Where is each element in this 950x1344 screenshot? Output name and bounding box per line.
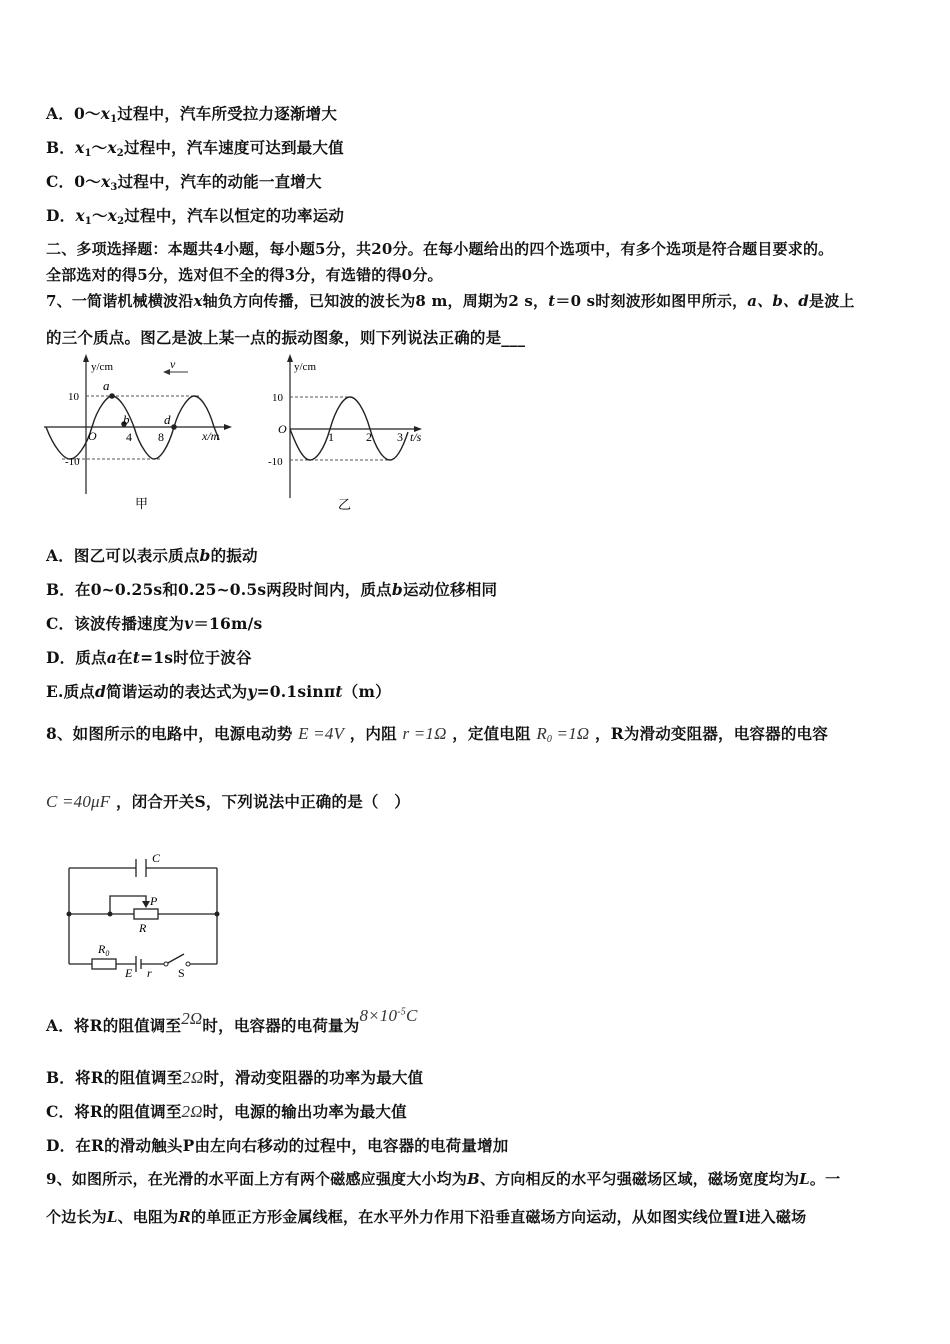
internal-r-label: r bbox=[147, 966, 152, 978]
tick-1: 1 bbox=[328, 430, 334, 444]
y-max-label: 10 bbox=[68, 391, 79, 403]
wave-graph-jia bbox=[40, 352, 240, 517]
q7-option-a: A．图乙可以表示质点b的振动 bbox=[46, 546, 258, 565]
origin-label: O bbox=[88, 429, 97, 443]
circuit-diagram bbox=[62, 846, 224, 978]
q6-option-a: A．$0\sim x_1$过程中，汽车所受拉力逐渐增大 bbox=[46, 104, 338, 125]
point-b-label: b bbox=[123, 412, 130, 427]
q7-stem-line1: 7、一简谐机械横波沿x轴负方向传播，已知波的波长为8 m，周期为2 s，t＝0 s时刻波形如图甲所示，a、b、d是波上 bbox=[46, 292, 855, 310]
caption-yi: 乙 bbox=[338, 497, 352, 512]
q8-option-a: A．将R的阻值调至2Ω时，电容器的电荷量为$8\times 10^{-5}C$ bbox=[46, 1006, 418, 1035]
emf-label: E bbox=[125, 966, 133, 978]
q6-option-b: B．$x_1\sim x_2$过程中，汽车速度可达到最大值 bbox=[46, 138, 344, 159]
q7-option-c: C．该波传播速度为v＝16m/s bbox=[46, 614, 263, 633]
point-d-label: d bbox=[164, 412, 171, 427]
velocity-label: v bbox=[170, 357, 176, 371]
tick-8: 8 bbox=[158, 430, 164, 444]
q9-stem-line2: 个边长为L、电阻为R的单匝正方形金属线框，在水平外力作用下沿垂直磁场方向运动，从如图实线位置Ⅰ进入磁场 bbox=[46, 1208, 807, 1226]
section-2-rules: 全部选对的得5分，选对但不全的得3分，有选错的得0分。 bbox=[46, 266, 443, 284]
origin-label: O bbox=[278, 422, 287, 436]
vibration-graph-yi bbox=[266, 352, 446, 517]
q7-stem-line2: 的三个质点。图乙是波上某一点的振动图象，则下列说法正确的是___ bbox=[46, 328, 526, 347]
y-min-label: -10 bbox=[268, 456, 283, 468]
q6-option-c: C．$0\sim x_3$过程中，汽车的动能一直增大 bbox=[46, 172, 322, 193]
tick-3: 3 bbox=[397, 430, 403, 444]
slider-p-label: P bbox=[150, 894, 158, 908]
tick-2: 2 bbox=[366, 430, 372, 444]
r0-label: $R_0$ bbox=[98, 942, 110, 958]
tick-4: 4 bbox=[126, 430, 132, 444]
q8-option-b: B．将R的阻值调至2Ω时，滑动变阻器的功率为最大值 bbox=[46, 1068, 424, 1087]
caption-jia: 甲 bbox=[135, 496, 149, 511]
q7-option-b: B．在0~0.25s和0.25~0.5s两段时间内，质点b运动位移相同 bbox=[46, 580, 498, 599]
q9-stem-line1: 9、如图所示，在光滑的水平面上方有两个磁感应强度大小均为B、方向相反的水平匀强磁场区域，磁场宽度均为L。一 bbox=[46, 1170, 841, 1188]
capacitor-label: C bbox=[152, 851, 161, 865]
y-axis-label: y/cm bbox=[294, 361, 316, 373]
rheostat-label: R bbox=[139, 921, 147, 935]
q8-option-c: C．将R的阻值调至2Ω时，电源的输出功率为最大值 bbox=[46, 1102, 407, 1121]
q7-option-e: E.质点d简谐运动的表达式为y=0.1sinπt（m） bbox=[46, 682, 391, 701]
q8-stem-line2: C =40μF ，闭合开关S，下列说法中正确的是（ ） bbox=[46, 792, 410, 811]
x-axis-label: t/s bbox=[410, 430, 422, 444]
point-a-label: a bbox=[103, 378, 110, 393]
switch-label: S bbox=[178, 966, 185, 978]
q8-stem-line1: 8、如图所示的电路中，电源电动势 E =4V ，内阻 r =1Ω ，定值电阻 $R_0 =1\Omega$ ，R为滑动变阻器，电容器的电容 bbox=[46, 724, 828, 745]
section-2-heading: 二、多项选择题：本题共4小题，每小题5分，共20分。在每小题给出的四个选项中，有多个选项是符合题目要求的。 bbox=[46, 240, 834, 258]
q7-option-d: D．质点a在t=1s时位于波谷 bbox=[46, 648, 252, 667]
y-max-label: 10 bbox=[272, 392, 283, 404]
q6-option-d: D．$x_1\sim x_2$过程中，汽车以恒定的功率运动 bbox=[46, 206, 345, 227]
x-axis-label: x/m bbox=[202, 429, 220, 443]
q8-option-d: D．在R的滑动触头P由左向右移动的过程中，电容器的电荷量增加 bbox=[46, 1136, 509, 1155]
y-axis-label: y/cm bbox=[91, 361, 113, 373]
y-min-label: -10 bbox=[65, 456, 80, 468]
